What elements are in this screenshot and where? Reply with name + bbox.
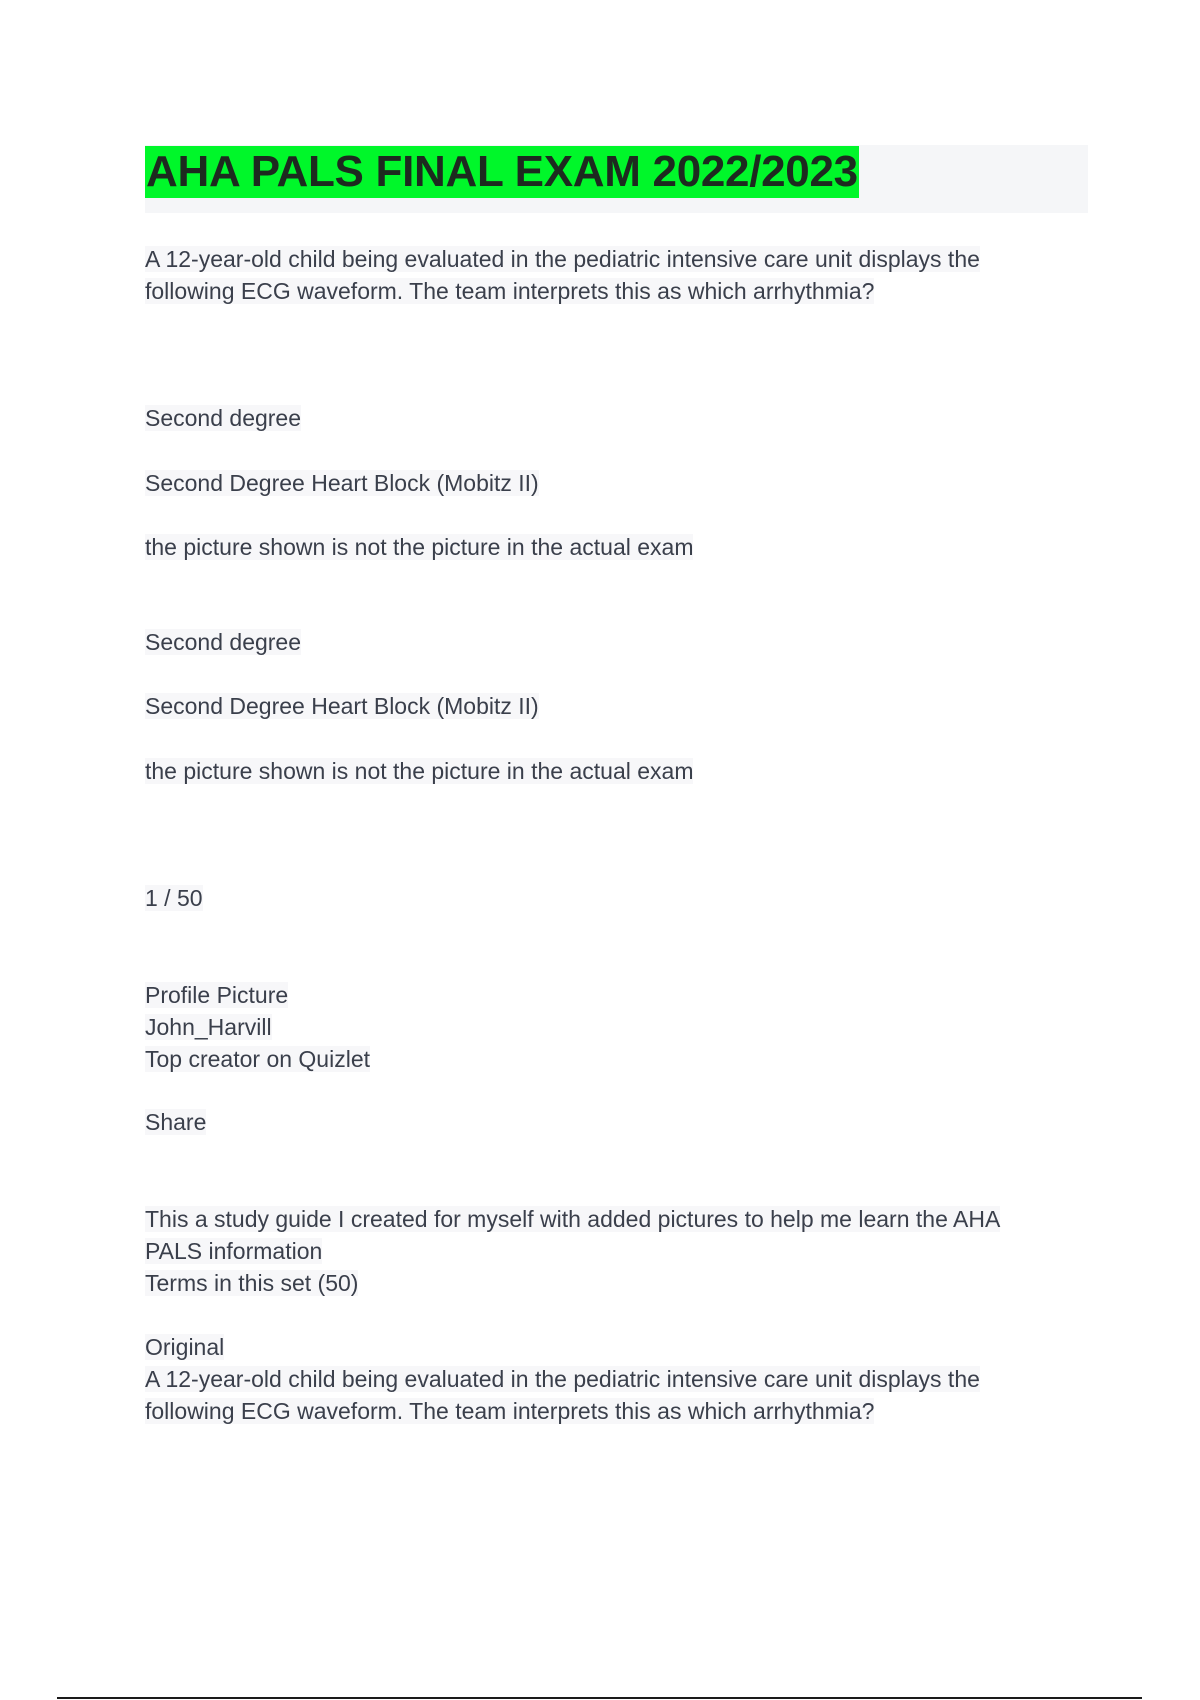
creator-info [145, 979, 370, 1075]
profile-picture-label: Profile Picture [145, 982, 289, 1008]
answer-2-full: Second Degree Heart Block (Mobitz II) [145, 693, 539, 719]
description-line-1: This a study guide I created for myself with added pictures to help me learn the AHA [145, 1206, 1001, 1232]
creator-badge: Top creator on Quizlet [145, 1046, 371, 1072]
answer-1-full: Second Degree Heart Block (Mobitz II) [145, 470, 539, 496]
creator-username: John_Harvill [145, 1014, 272, 1040]
question-line-2: following ECG waveform. The team interprets this as which arrhythmia? [145, 278, 875, 304]
set-description [145, 1203, 1000, 1299]
answer-2-note: the picture shown is not the picture in the actual exam [145, 758, 694, 784]
terms-count: Terms in this set (50) [145, 1270, 359, 1296]
question-line-1: A 12-year-old child being evaluated in the pediatric intensive care unit displays the [145, 246, 980, 272]
footer-rule [57, 1697, 1142, 1699]
original-section [145, 1331, 980, 1427]
answer-2-short: Second degree [145, 629, 302, 655]
original-question-line-1: A 12-year-old child being evaluated in the pediatric intensive care unit displays the [145, 1366, 980, 1392]
answer-1-short: Second degree [145, 405, 302, 431]
description-line-2: PALS information [145, 1238, 323, 1264]
question-text [145, 243, 980, 307]
answer-1-note: the picture shown is not the picture in the actual exam [145, 534, 694, 560]
document-title: AHA PALS FINAL EXAM 2022/2023 [146, 147, 858, 196]
original-label: Original [145, 1334, 225, 1360]
pagination-counter: 1 / 50 [145, 885, 203, 911]
original-question-line-2: following ECG waveform. The team interprets this as which arrhythmia? [145, 1398, 875, 1424]
share-label: Share [145, 1109, 207, 1135]
